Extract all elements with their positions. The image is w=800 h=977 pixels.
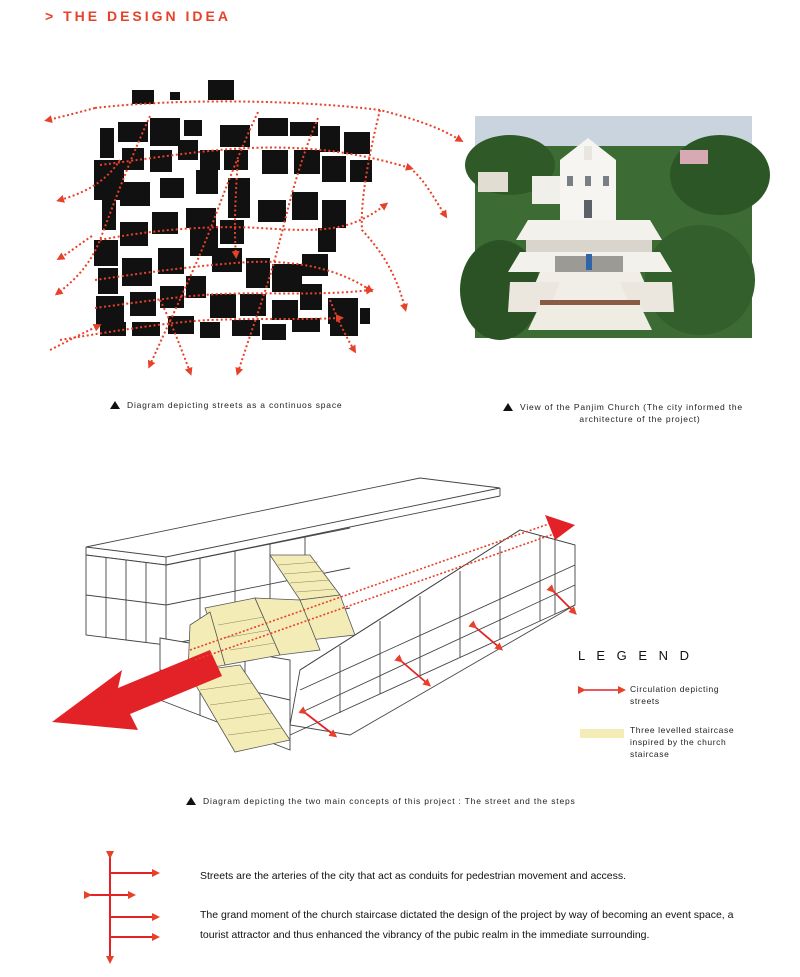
legend-circulation-line2: streets — [630, 696, 660, 706]
description-paragraph-1: Streets are the arteries of the city that act as conduits for pedestrian movement and access. — [200, 870, 627, 882]
description-paragraph-2-line2: tourist attractor and thus enhanced the vibrancy of the pubic realm in the immediate surrounding. — [200, 929, 650, 941]
legend-staircase-line2: inspired by the church — [630, 737, 727, 747]
description-paragraph-2-line1: The grand moment of the church staircase dictated the design of the project by way of becoming an event space, a — [200, 909, 734, 921]
legend-circulation-line1: Circulation depicting — [630, 684, 720, 694]
page-title: > THE DESIGN IDEA — [45, 8, 231, 24]
legend-title: L E G E N D — [578, 648, 694, 663]
church-caption-line1: View of the Panjim Church (The city informed the — [520, 402, 743, 412]
streets-map-caption-text: Diagram depicting streets as a continuos space — [127, 400, 343, 410]
concept-caption-text: Diagram depicting the two main concepts of this project : The street and the steps — [203, 796, 576, 806]
legend-staircase-line1: Three levelled staircase — [630, 725, 735, 735]
legend-staircase-line3: staircase — [630, 749, 670, 759]
church-caption-line2: architecture of the project) — [579, 414, 701, 424]
description-paragraph-2 — [200, 905, 733, 945]
